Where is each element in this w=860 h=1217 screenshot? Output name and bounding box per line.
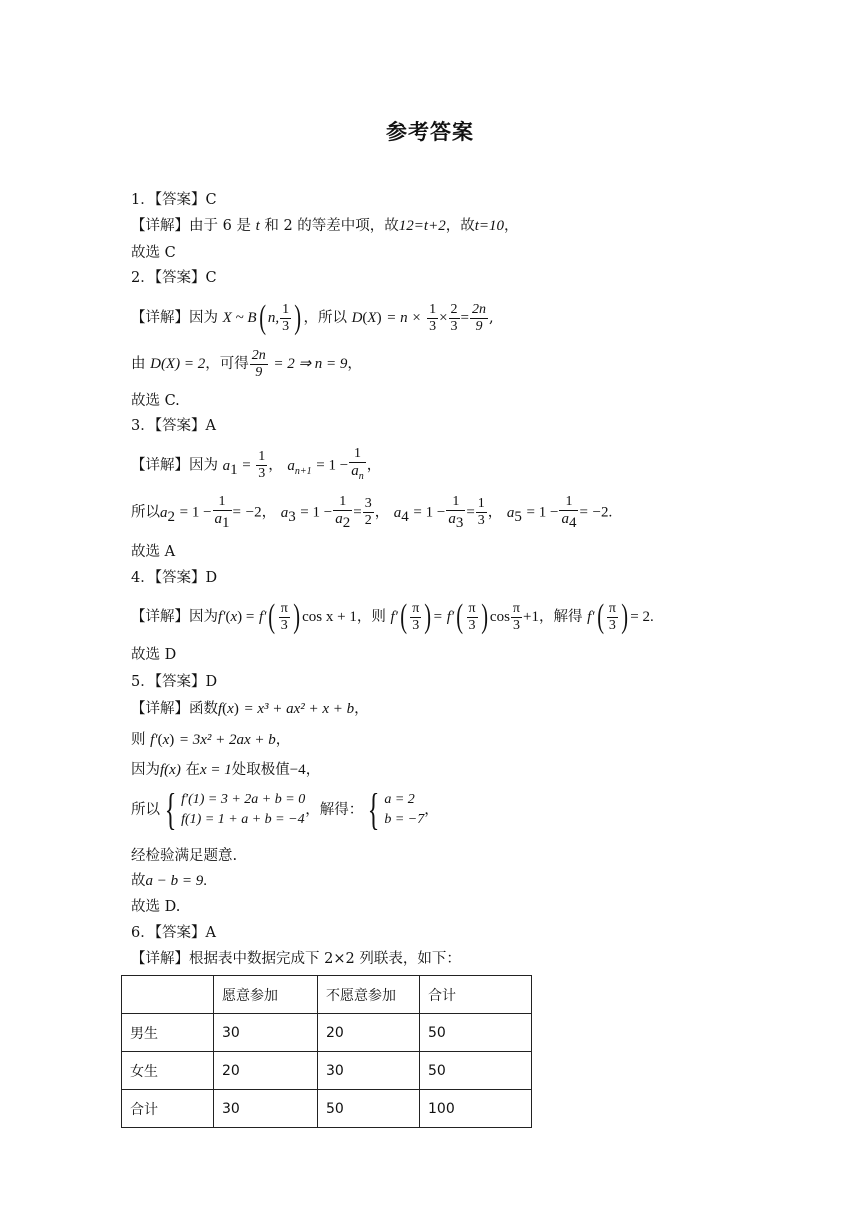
table-cell: 30 bbox=[214, 1090, 318, 1128]
q4-detail: 【详解】因为f′(x) = f′( $\frac{\pi}{3}$ ) cos x + 1，则 f′( $\frac{\pi}{3}$ ) = f′( $\frac{\pi}{3}$ ) cos $\frac{\pi}{3}$ +1，解得 f′( $\frac{\pi}{3}$ ) = 2. bbox=[131, 598, 654, 635]
q4-pi3-e: $\frac{\pi}{3}$ bbox=[608, 600, 616, 633]
q4-choose: 故选 D bbox=[131, 647, 177, 663]
q4-pi3-a: $\frac{\pi}{3}$ bbox=[280, 600, 288, 633]
q3-detail: 【详解】因为 $a_1$ = $\frac{1}{3}$ ， $a_{n+1} = 1$ − $\frac{1}{a_n}$ ， bbox=[131, 446, 381, 490]
q3-val-a2: −2 bbox=[245, 504, 262, 521]
table-cell: 30 bbox=[214, 1014, 318, 1052]
q2-detail: 【详解】因为 X ~ B( n, $\frac{1}{3}$ ) ，所以 D(X) = n × $\frac{1}{3}$ × $\frac{2}{3}$ = $\frac{2n}{9}$ , bbox=[131, 299, 494, 336]
q2-so: ，所以 bbox=[303, 310, 347, 326]
q3-a1: $a_1$ bbox=[222, 457, 238, 478]
contingency-table bbox=[121, 975, 532, 1128]
q2-answer: 2．【答案】C bbox=[131, 270, 217, 286]
q5-line3-prefix: 因为 bbox=[131, 762, 160, 778]
q3-answer: 3．【答案】A bbox=[131, 418, 216, 434]
q5-line2-prefix: 则 bbox=[131, 732, 146, 748]
q2-detail-prefix: 【详解】因为 bbox=[131, 310, 218, 326]
q4-pi3-b: $\frac{\pi}{3}$ bbox=[412, 600, 420, 633]
q2-dx2: D(X) = 2 bbox=[150, 356, 206, 372]
q1-detail-prefix: 【详解】由于 6 是 bbox=[131, 218, 251, 234]
q5-answer: 5．【答案】D bbox=[131, 674, 218, 690]
q2-eq: = bbox=[460, 310, 469, 326]
left-brace-icon: { bbox=[164, 785, 177, 834]
table-header-cell bbox=[122, 976, 214, 1014]
q1-eq1: 12=t+2 bbox=[398, 218, 446, 234]
q3-line2-prefix: 所以 bbox=[131, 504, 160, 521]
q2-n-arg: n, bbox=[267, 310, 280, 326]
left-paren-icon: ( bbox=[258, 299, 266, 336]
table-header-row bbox=[122, 976, 532, 1014]
table-header-cell: 不愿意参加 bbox=[318, 976, 420, 1014]
table-cell: 20 bbox=[214, 1052, 318, 1090]
q3-frac-1-a3: $\frac{1}{a_3}$ bbox=[448, 494, 464, 531]
q3-frac-1-a4: $\frac{1}{a_4}$ bbox=[561, 494, 577, 531]
table-cell: 50 bbox=[420, 1052, 532, 1090]
q2-line2-prefix: 由 bbox=[131, 356, 146, 372]
q5-line1: 【详解】函数f(x) = x³ + ax² + x + b， bbox=[131, 701, 369, 717]
right-paren-icon: ) bbox=[294, 299, 302, 336]
q2-end2: ， bbox=[347, 356, 362, 372]
q5-check: 经检验满足题意. bbox=[131, 848, 238, 864]
q2-times: × bbox=[439, 310, 448, 326]
q2-frac-2n-9: $\frac{2n}{9}$ bbox=[472, 301, 486, 334]
q5-choose: 故选 D. bbox=[131, 899, 181, 915]
q5-x-eq-1: x = 1 bbox=[199, 762, 232, 778]
table-cell: 50 bbox=[318, 1090, 420, 1128]
q5-solve-text: ，解得： bbox=[305, 802, 364, 818]
q6-answer: 6．【答案】A bbox=[131, 925, 216, 941]
q1-var-t: t bbox=[255, 218, 260, 234]
q3-frac-1-3: $\frac{1}{3}$ bbox=[258, 449, 266, 481]
table-header-cell: 愿意参加 bbox=[214, 976, 318, 1014]
q5-line4-prefix: 所以 bbox=[131, 802, 160, 818]
q3-detail-prefix: 【详解】因为 bbox=[131, 457, 218, 474]
q5-extreme-text: 处取极值 bbox=[231, 762, 290, 778]
left-brace-icon-2: { bbox=[367, 785, 380, 834]
q1-end: ， bbox=[504, 218, 519, 234]
q5-f-at: f(x) bbox=[160, 762, 181, 778]
table-row bbox=[122, 1090, 532, 1128]
q4-detail-prefix: 【详解】因为 bbox=[131, 609, 218, 625]
q3-recur: = 1 − bbox=[316, 457, 349, 474]
q4-plus1: +1 bbox=[523, 609, 539, 625]
table-cell: 男生 bbox=[122, 1014, 214, 1052]
table-row bbox=[122, 1014, 532, 1052]
q4-pi3-d: $\frac{\pi}{3}$ bbox=[512, 600, 520, 633]
q5-result-line: 故a − b = 9. bbox=[131, 873, 207, 889]
q4-cos-part: cos x + 1 bbox=[302, 609, 357, 625]
q3-line2: 所以$a_2 = 1$ − $\frac{1}{a_1}$ = −2， $a_3 = 1$ − $\frac{1}{a_2}$ = $\frac{3}{2}$ ， $a_4 = 1$ − $\frac{1}{a_3}$ = $\frac{1}{3}$ ， $a_5 = 1$ − $\frac{1}{a_4}$ = −2. bbox=[131, 494, 613, 531]
q5-line1-prefix: 【详解】函数 bbox=[131, 701, 218, 717]
q2-eq-n: = n × bbox=[386, 310, 422, 326]
q2-end: , bbox=[489, 310, 494, 326]
q3-val-a4: $\frac{1}{3}$ bbox=[477, 496, 485, 528]
q4-solve: ，解得 bbox=[538, 609, 583, 625]
table-row bbox=[122, 1052, 532, 1090]
table-cell: 100 bbox=[420, 1090, 532, 1128]
q2-frac-2-3: $\frac{2}{3}$ bbox=[450, 301, 458, 334]
q2-x-var: X bbox=[367, 310, 377, 326]
q5-result-prefix: 故 bbox=[131, 873, 146, 889]
q5-extreme-val: −4 bbox=[289, 762, 306, 778]
q2-choose: 故选 C. bbox=[131, 393, 180, 409]
table-cell: 30 bbox=[318, 1052, 420, 1090]
q2-dx: D bbox=[351, 310, 363, 326]
q3-an1: $a_{n+1}$ bbox=[287, 457, 312, 477]
q3-frac-1-an: $\frac{1}{a_n}$ bbox=[349, 446, 366, 485]
q3-frac-1-a2: $\frac{1}{a_2}$ bbox=[335, 494, 351, 531]
table-cell: 女生 bbox=[122, 1052, 214, 1090]
q4-cos: cos bbox=[489, 609, 510, 625]
q5-line4: 所以 { f′(1) = 3 + 2a + b = 0 f(1) = 1 + a + b = −4 ，解得： { a = 2 b = −7 ， bbox=[131, 785, 439, 834]
q3-frac-3-2: $\frac{3}{2}$ bbox=[364, 496, 372, 528]
table-cell: 20 bbox=[318, 1014, 420, 1052]
q1-choose: 故选 C bbox=[131, 245, 176, 261]
q4-pi3-c: $\frac{\pi}{3}$ bbox=[468, 600, 476, 633]
q5-f-prime: = 3x² + 2ax + b bbox=[178, 732, 276, 748]
q2-x-dist: X ~ B bbox=[222, 310, 257, 326]
page-title: 参考答案 bbox=[386, 120, 474, 144]
table-cell: 合计 bbox=[122, 1090, 214, 1128]
q1-comma: ，故 bbox=[445, 218, 475, 234]
q4-answer: 4．【答案】D bbox=[131, 570, 218, 586]
q5-system-2: a = 2 b = −7 bbox=[384, 792, 425, 827]
q5-line2: 则 f′(x) = 3x² + 2ax + b， bbox=[131, 732, 291, 748]
q1-mid: 和 2 的等差中项，故 bbox=[264, 218, 399, 234]
q1-eq2: t=10 bbox=[474, 218, 505, 234]
q5-result: a − b = 9 bbox=[145, 873, 204, 889]
q5-at-text: 在 bbox=[185, 762, 200, 778]
q2-frac-2n-9b: $\frac{2n}{9}$ bbox=[251, 347, 266, 380]
q1-answer: 1．【答案】C bbox=[131, 192, 217, 208]
q3-val-a5: −2 bbox=[592, 504, 609, 521]
q2-can-get: ，可得 bbox=[205, 356, 249, 372]
q4-then: ，则 bbox=[356, 609, 386, 625]
q2-implies: = 2 ⇒ n = 9 bbox=[273, 356, 348, 372]
q2-frac-1-3b: $\frac{1}{3}$ bbox=[429, 301, 437, 334]
q2-frac-1-3: $\frac{1}{3}$ bbox=[282, 301, 290, 334]
q5-f-def: = x³ + ax² + x + b bbox=[243, 701, 355, 717]
q3-frac-1-a1: $\frac{1}{a_1}$ bbox=[214, 494, 230, 531]
table-cell: 50 bbox=[420, 1014, 532, 1052]
q2-line2 bbox=[131, 346, 362, 382]
table-header-cell: 合计 bbox=[420, 976, 532, 1014]
q1-detail bbox=[131, 216, 519, 236]
q3-choose: 故选 A bbox=[131, 544, 176, 560]
q6-detail: 【详解】根据表中数据完成下 2×2 列联表，如下： bbox=[131, 951, 461, 967]
q5-system-1: f′(1) = 3 + 2a + b = 0 f(1) = 1 + a + b = −4 bbox=[181, 792, 306, 827]
q4-result: = 2. bbox=[630, 609, 654, 625]
q5-line3: 因为f(x) 在x = 1处取极值−4， bbox=[131, 762, 321, 778]
